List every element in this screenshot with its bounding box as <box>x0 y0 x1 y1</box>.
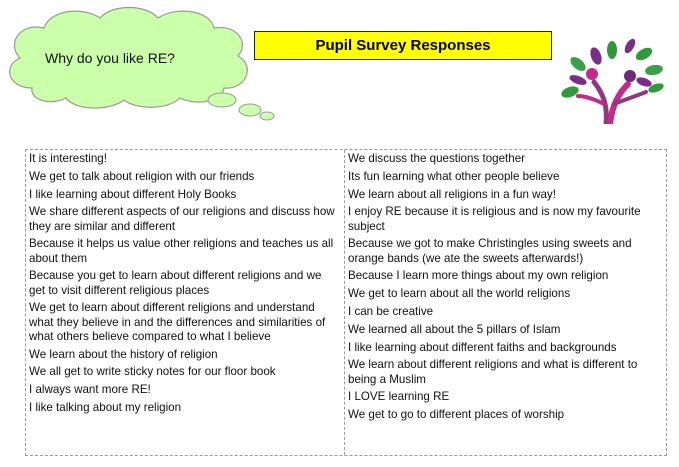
response-item: I like talking about my religion <box>29 400 182 414</box>
page-title: Pupil Survey Responses <box>254 31 552 60</box>
response-item: We get to learn about all the world religions <box>348 287 571 301</box>
response-item: We share different aspects of our religions and discuss how they are similar and different <box>29 205 335 233</box>
response-item: I like learning about different Holy Books <box>29 187 237 201</box>
response-item: Because we got to make Christingles using sweets and orange bands (we ate the sweets afterwards!) <box>348 237 632 265</box>
response-item: We learn about different religions and what is different to being a Muslim <box>348 358 638 386</box>
response-item: We get to talk about religion with our friends <box>29 169 255 183</box>
response-item: I can be creative <box>348 304 434 318</box>
response-item: I like learning about different faiths and backgrounds <box>348 340 617 354</box>
response-item: I LOVE learning RE <box>348 390 450 404</box>
responses-left-column <box>26 150 344 455</box>
response-item: Because you get to learn about different religions and we get to visit different religious places <box>29 269 322 297</box>
response-item: We learn about all religions in a fun way! <box>348 187 556 201</box>
response-item: It is interesting! <box>29 152 107 165</box>
response-item: I always want more RE! <box>29 383 151 397</box>
response-item: We get to learn about different religions and understand what they believe in and the differences and similarities of what others believe compared to what I believe <box>29 301 326 343</box>
response-item: We get to go to different places of worship <box>348 408 565 422</box>
response-item: I enjoy RE because it is religious and is now my favourite subject <box>348 205 641 233</box>
responses-table <box>25 149 667 456</box>
response-item: We learn about the history of religion <box>29 347 218 361</box>
response-item: We learned all about the 5 pillars of Islam <box>348 322 561 336</box>
tree-people-logo <box>556 34 668 124</box>
response-item: Its fun learning what other people believe <box>348 169 560 183</box>
cloud-question: Why do you like RE? <box>45 50 175 66</box>
responses-right-column <box>344 150 666 455</box>
response-item: Because I learn more things about my own religion <box>348 269 609 283</box>
response-item: Because it helps us value other religions and teaches us all about them <box>29 237 334 265</box>
response-item: We discuss the questions together <box>348 152 526 165</box>
response-item: We all get to write sticky notes for our floor book <box>29 365 276 379</box>
